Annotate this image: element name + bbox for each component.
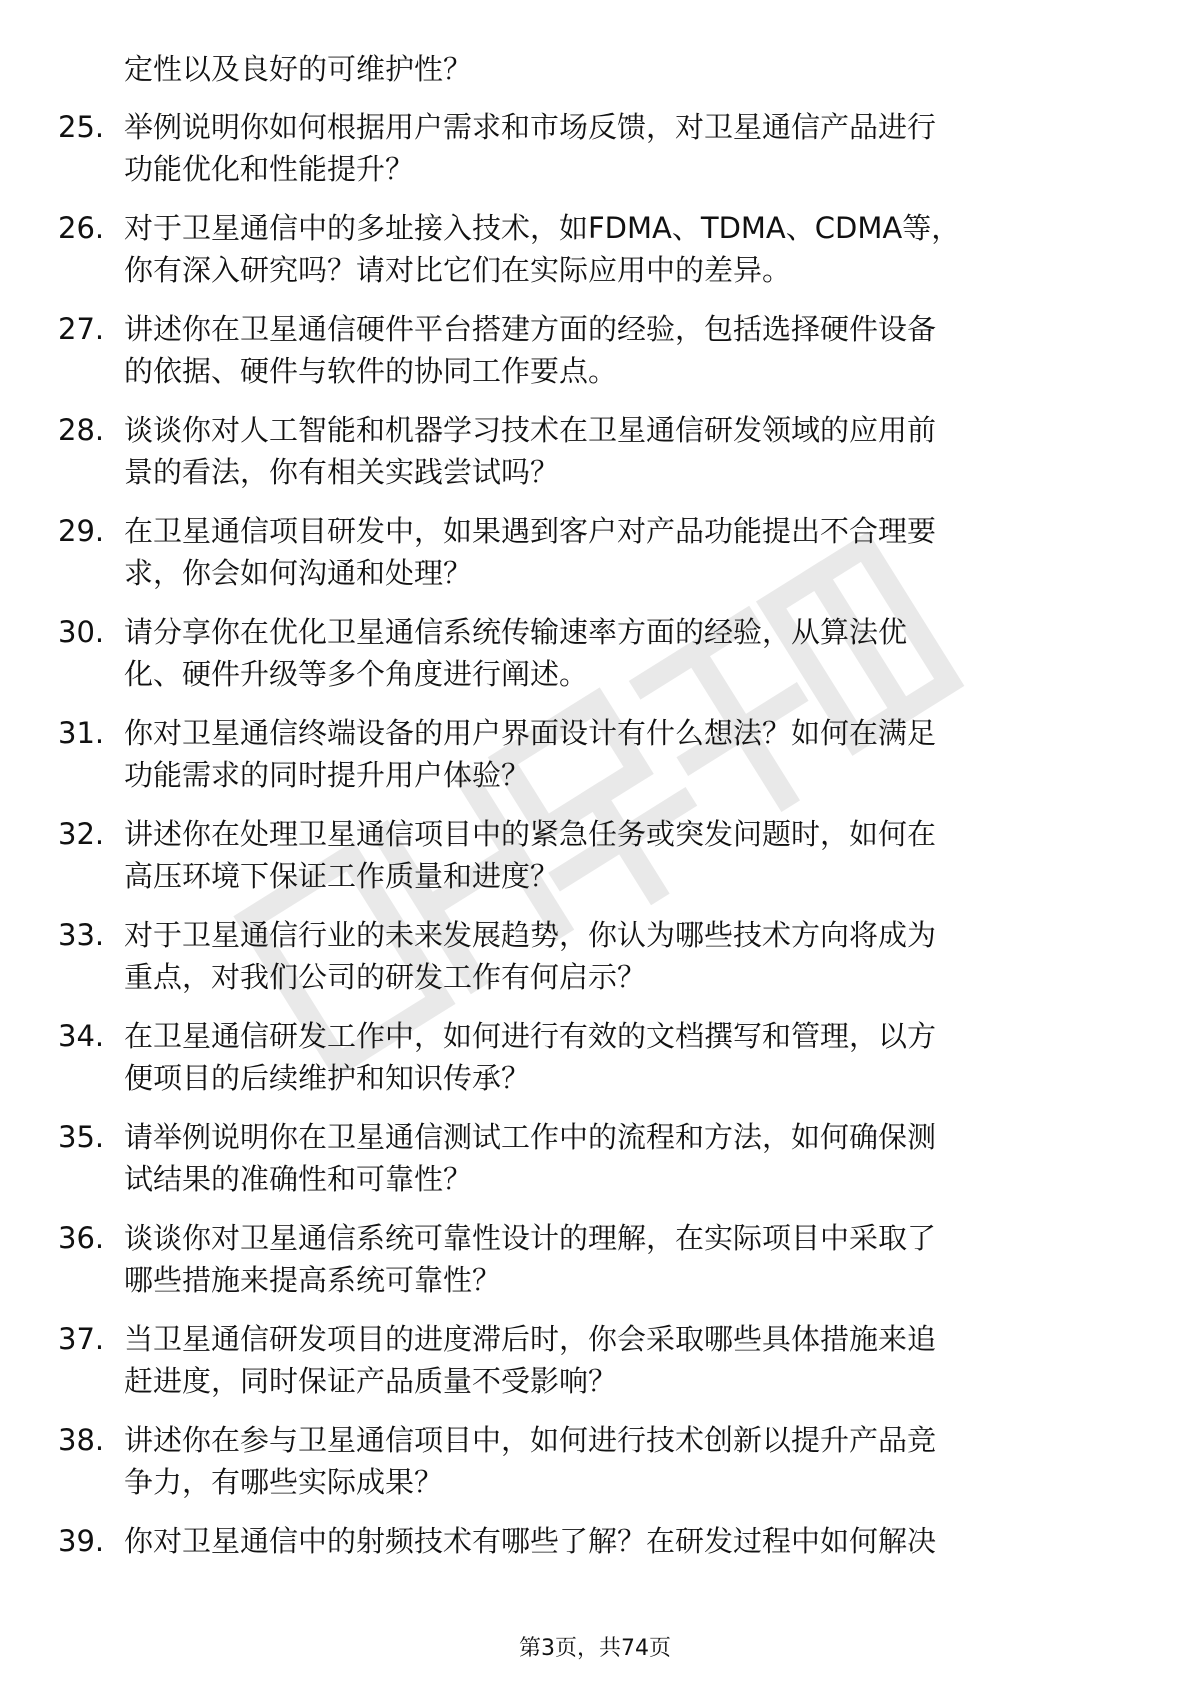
question-text bbox=[124, 308, 1118, 392]
continuation-line: 定性以及良好的可维护性？ bbox=[124, 52, 473, 86]
question-item bbox=[58, 1217, 1118, 1301]
question-number: 28. bbox=[58, 413, 105, 447]
question-item bbox=[58, 106, 1118, 190]
question-text-line: 讲述你在卫星通信硬件平台搭建方面的经验，包括选择硬件设备 bbox=[124, 312, 937, 346]
question-item bbox=[58, 1318, 1118, 1402]
question-text-line: 功能需求的同时提升用户体验？ bbox=[124, 758, 531, 792]
question-text bbox=[124, 409, 1118, 493]
question-text-line: 举例说明你如何根据用户需求和市场反馈，对卫星通信产品进行 bbox=[124, 110, 937, 144]
page-number-footer: 第3页，共74页 bbox=[519, 1636, 671, 1661]
question-item bbox=[58, 510, 1118, 594]
question-text-line: 的依据、硬件与软件的协同工作要点。 bbox=[124, 354, 618, 388]
question-text-line: 你有深入研究吗？请对比它们在实际应用中的差异。 bbox=[124, 253, 792, 287]
question-item bbox=[58, 611, 1118, 695]
question-text-line: 你对卫星通信中的射频技术有哪些了解？在研发过程中如何解决 bbox=[124, 1524, 937, 1558]
question-text-line: 在卫星通信研发工作中，如何进行有效的文档撰写和管理，以方 bbox=[124, 1019, 937, 1053]
question-list bbox=[58, 106, 1118, 1604]
question-text-line: 对于卫星通信行业的未来发展趋势，你认为哪些技术方向将成为 bbox=[124, 918, 937, 952]
question-item bbox=[58, 207, 1118, 291]
question-number: 29. bbox=[58, 514, 105, 548]
question-number: 36. bbox=[58, 1221, 105, 1255]
question-text-line: 重点，对我们公司的研发工作有何启示？ bbox=[124, 960, 647, 994]
question-text-line: 对于卫星通信中的多址接入技术，如FDMA、TDMA、CDMA等， bbox=[124, 211, 961, 245]
question-text-line: 高压环境下保证工作质量和进度？ bbox=[124, 859, 560, 893]
question-number: 35. bbox=[58, 1120, 105, 1154]
question-text bbox=[124, 712, 1118, 796]
question-item bbox=[58, 914, 1118, 998]
question-number: 26. bbox=[58, 211, 105, 245]
question-item bbox=[58, 1419, 1118, 1503]
question-number: 37. bbox=[58, 1322, 105, 1356]
question-item bbox=[58, 1116, 1118, 1200]
question-item bbox=[58, 813, 1118, 897]
question-text bbox=[124, 813, 1118, 897]
question-text bbox=[124, 1217, 1118, 1301]
question-item bbox=[58, 308, 1118, 392]
question-text bbox=[124, 1520, 1118, 1562]
question-text-line: 讲述你在处理卫星通信项目中的紧急任务或突发问题时，如何在 bbox=[124, 817, 937, 851]
question-text-line: 讲述你在参与卫星通信项目中，如何进行技术创新以提升产品竞 bbox=[124, 1423, 937, 1457]
question-number: 25. bbox=[58, 110, 105, 144]
question-text bbox=[124, 1015, 1118, 1099]
question-item bbox=[58, 409, 1118, 493]
question-number: 32. bbox=[58, 817, 105, 851]
question-number: 39. bbox=[58, 1524, 105, 1558]
question-item bbox=[58, 1520, 1118, 1604]
question-text-line: 在卫星通信项目研发中，如果遇到客户对产品功能提出不合理要 bbox=[124, 514, 937, 548]
question-text-line: 景的看法，你有相关实践尝试吗？ bbox=[124, 455, 560, 489]
question-text bbox=[124, 207, 1118, 291]
question-text-line: 请举例说明你在卫星通信测试工作中的流程和方法，如何确保测 bbox=[124, 1120, 937, 1154]
question-number: 31. bbox=[58, 716, 105, 750]
question-text-line: 请分享你在优化卫星通信系统传输速率方面的经验，从算法优 bbox=[124, 615, 908, 649]
question-text-line: 试结果的准确性和可靠性？ bbox=[124, 1162, 473, 1196]
question-text-line: 赶进度，同时保证产品质量不受影响？ bbox=[124, 1364, 618, 1398]
question-text-line: 争力，有哪些实际成果？ bbox=[124, 1465, 444, 1499]
question-item bbox=[58, 1015, 1118, 1099]
question-number: 34. bbox=[58, 1019, 105, 1053]
question-text bbox=[124, 914, 1118, 998]
question-text-line: 功能优化和性能提升？ bbox=[124, 152, 415, 186]
question-number: 27. bbox=[58, 312, 105, 346]
question-text bbox=[124, 510, 1118, 594]
question-text-line: 当卫星通信研发项目的进度滞后时，你会采取哪些具体措施来追 bbox=[124, 1322, 937, 1356]
question-text-line: 你对卫星通信终端设备的用户界面设计有什么想法？如何在满足 bbox=[124, 716, 937, 750]
question-text-line: 求，你会如何沟通和处理？ bbox=[124, 556, 473, 590]
question-content bbox=[58, 48, 1118, 1621]
question-text-line: 谈谈你对人工智能和机器学习技术在卫星通信研发领域的应用前 bbox=[124, 413, 937, 447]
question-number: 30. bbox=[58, 615, 105, 649]
question-text bbox=[124, 1116, 1118, 1200]
question-text-line: 便项目的后续维护和知识传承？ bbox=[124, 1061, 531, 1095]
question-text bbox=[124, 106, 1118, 190]
question-text bbox=[124, 1419, 1118, 1503]
question-text bbox=[124, 611, 1118, 695]
question-text bbox=[124, 1318, 1118, 1402]
question-number: 38. bbox=[58, 1423, 105, 1457]
question-text-line: 哪些措施来提高系统可靠性？ bbox=[124, 1263, 502, 1297]
question-item bbox=[58, 712, 1118, 796]
question-text-line: 化、硬件升级等多个角度进行阐述。 bbox=[124, 657, 589, 691]
question-text-line: 谈谈你对卫星通信系统可靠性设计的理解，在实际项目中采取了 bbox=[124, 1221, 937, 1255]
question-number: 33. bbox=[58, 918, 105, 952]
